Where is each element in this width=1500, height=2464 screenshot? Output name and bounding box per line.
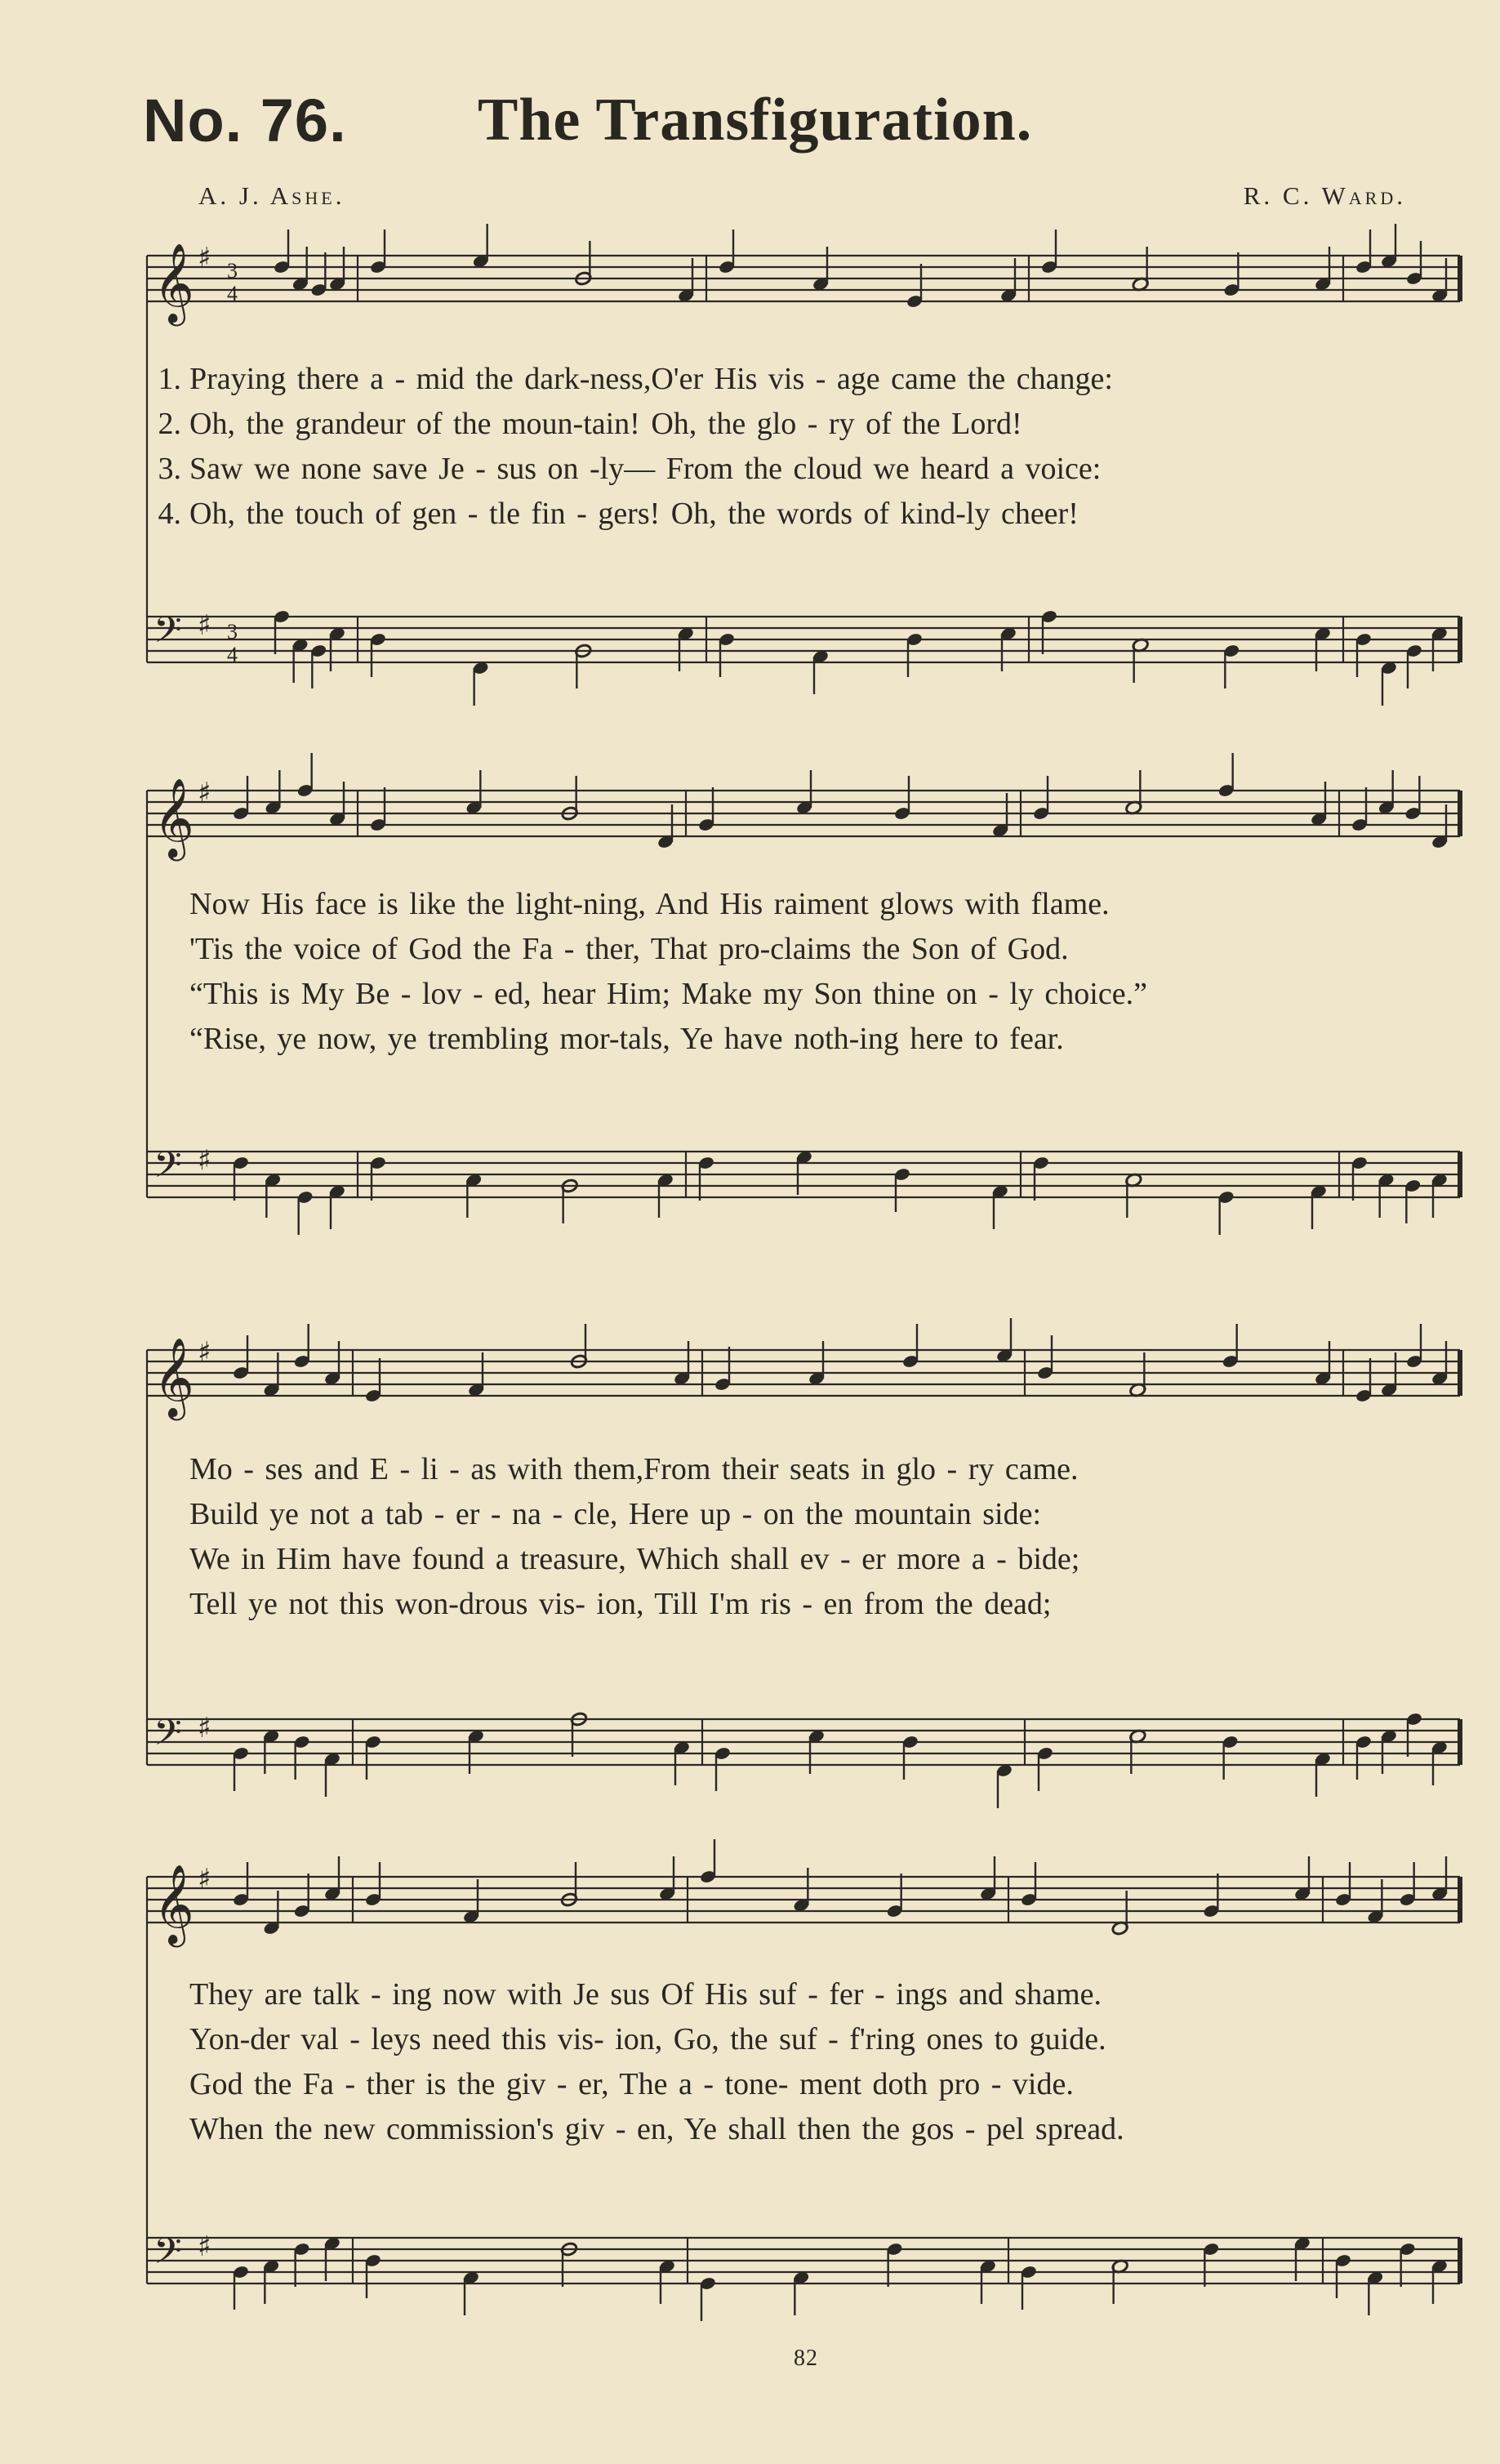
time-signature-bottom: 4: [227, 643, 238, 666]
lyric-text: Now His face is like the light-ning, And His raiment glows with flame.: [189, 887, 1110, 921]
lyric-text: Oh, the grandeur of the moun-tain! Oh, the glo - ry of the Lord!: [189, 407, 1022, 441]
lyric-line: [139, 1021, 1466, 1057]
sharp-icon: ♯: [198, 1144, 211, 1177]
lyric-text: Praying there a - mid the dark-ness,O'er His vis - age came the change:: [189, 362, 1113, 396]
lyric-line: [139, 1541, 1466, 1577]
title-row: [143, 86, 1433, 159]
verse-number: 3.: [158, 452, 181, 486]
lyric-line: [139, 361, 1466, 397]
sharp-icon: ♯: [198, 609, 211, 642]
treble-clef-icon: 𝄞: [154, 1864, 194, 1944]
lyric-line: [139, 451, 1466, 487]
sharp-icon: ♯: [198, 777, 211, 809]
lyric-line: [139, 886, 1466, 922]
time-signature-top: 3: [227, 259, 238, 283]
music-system-2: [139, 768, 1466, 1307]
treble-clef-icon: 𝄞: [154, 243, 194, 323]
lyric-line: [139, 931, 1466, 967]
hymn-number: No. 76.: [143, 87, 347, 154]
lyric-text: Tell ye not this won-drous vis- ion, Till I'm ris - en from the dead;: [189, 1587, 1052, 1621]
lyric-line: [139, 2021, 1466, 2057]
bass-clef-icon: 𝄢: [154, 1711, 182, 1762]
lyric-text: They are talk - ing now with Je sus Of His suf - fer - ings and shame.: [189, 1977, 1102, 2012]
lyric-text: Oh, the touch of gen - tle fin - gers! Oh, the words of kind-ly cheer!: [189, 497, 1079, 531]
composer-credit: R. C. Ward.: [1243, 181, 1406, 210]
lyric-text: Saw we none save Je - sus on -ly— From the cloud we heard a voice:: [189, 452, 1102, 486]
lyric-line: [139, 1586, 1466, 1622]
lyric-line: [139, 2111, 1466, 2147]
music-system-1: [139, 233, 1466, 723]
music-system-3: [139, 1327, 1466, 1858]
lyric-line: [139, 1976, 1466, 2012]
bass-clef-icon: 𝄢: [154, 1143, 182, 1195]
lyric-text: Yon-der val - leys need this vis- ion, Go, the suf - f'ring ones to guide.: [189, 2022, 1106, 2056]
lyric-text: “Rise, ye now, ye trembling mor-tals, Ye have noth-ing here to fear.: [189, 1022, 1064, 1056]
treble-clef-icon: 𝄞: [154, 1337, 194, 1417]
lyric-text: We in Him have found a treasure, Which shall ev - er more a - bide;: [189, 1542, 1080, 1576]
bass-clef-icon: 𝄢: [154, 2230, 182, 2281]
time-signature-bottom: 4: [227, 282, 238, 305]
lyric-text: Mo - ses and E - li - as with them,From their seats in glo - ry came.: [189, 1452, 1079, 1486]
sharp-icon: ♯: [198, 1712, 211, 1744]
lyric-text: God the Fa - ther is the giv - er, The a - tone- ment doth pro - vide.: [189, 2067, 1074, 2101]
sharp-icon: ♯: [198, 1863, 211, 1896]
lyric-text: 'Tis the voice of God the Fa - ther, That pro-claims the Son of God.: [189, 932, 1069, 966]
lyric-line: [139, 976, 1466, 1012]
lyric-text: Build ye not a tab - er - na - cle, Here up - on the mountain side:: [189, 1497, 1042, 1531]
lyric-line: [139, 1496, 1466, 1532]
treble-clef-icon: 𝄞: [154, 778, 194, 858]
music-system-4: [139, 1854, 1466, 2344]
lyric-line: [139, 2066, 1466, 2102]
lyric-line: [139, 496, 1466, 532]
bass-clef-icon: 𝄢: [154, 608, 182, 660]
sharp-icon: ♯: [198, 242, 211, 274]
time-signature-top: 3: [227, 620, 238, 644]
author-credit: A. J. Ashe.: [198, 181, 345, 210]
sharp-icon: ♯: [198, 1336, 211, 1369]
page-number: 82: [794, 2346, 818, 2371]
lyric-text: When the new commission's giv - en, Ye shall then the gos - pel spread.: [189, 2112, 1124, 2146]
verse-number: 4.: [158, 497, 181, 531]
sharp-icon: ♯: [198, 2230, 211, 2263]
lyric-line: [139, 1451, 1466, 1487]
verse-number: 1.: [158, 362, 181, 396]
verse-number: 2.: [158, 407, 181, 441]
lyric-text: “This is My Be - lov - ed, hear Him; Make my Son thine on - ly choice.”: [189, 977, 1147, 1011]
hymn-title: The Transfiguration.: [478, 87, 1033, 154]
lyric-line: [139, 406, 1466, 442]
